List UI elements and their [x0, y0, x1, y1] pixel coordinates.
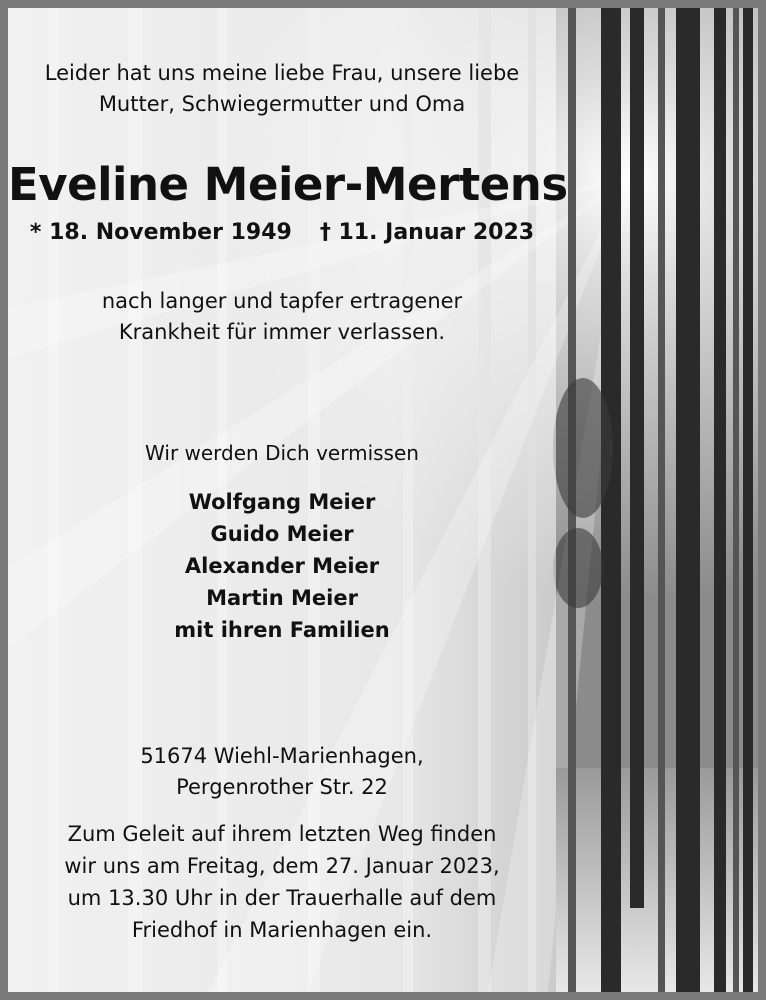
family-member: Guido Meier — [210, 522, 354, 546]
family-member: Martin Meier — [206, 586, 358, 610]
address-line: 51674 Wiehl-Marienhagen, — [140, 744, 424, 768]
address-line: Pergenrother Str. 22 — [176, 775, 388, 799]
cause-text — [8, 286, 556, 348]
family-list — [8, 486, 556, 646]
death-date: † 11. Januar 2023 — [319, 220, 535, 245]
obituary-text — [8, 8, 568, 992]
intro-text — [8, 58, 556, 120]
funeral-line: wir uns am Freitag, dem 27. Januar 2023, — [64, 854, 500, 878]
family-member: mit ihren Familien — [174, 618, 390, 642]
birth-date: * 18. November 1949 — [29, 220, 292, 245]
funeral-line: um 13.30 Uhr in der Trauerhalle auf dem — [67, 886, 497, 910]
funeral-line: Zum Geleit auf ihrem letzten Weg finden — [67, 822, 497, 846]
life-dates — [8, 218, 556, 248]
obituary-card — [8, 8, 758, 992]
family-member: Wolfgang Meier — [188, 490, 376, 514]
deceased-name: Eveline Meier-Mertens — [8, 158, 568, 211]
miss-text: Wir werden Dich vermissen — [145, 441, 419, 465]
cause-line: nach langer und tapfer ertragener — [101, 289, 463, 313]
intro-line: Leider hat uns meine liebe Frau, unsere liebe — [44, 61, 520, 85]
address — [8, 741, 556, 803]
funeral-info — [8, 818, 556, 946]
funeral-line: Friedhof in Marienhagen ein. — [131, 918, 433, 942]
cause-line: Krankheit für immer verlassen. — [118, 320, 446, 344]
intro-line: Mutter, Schwiegermutter und Oma — [98, 92, 466, 116]
family-member: Alexander Meier — [184, 554, 380, 578]
